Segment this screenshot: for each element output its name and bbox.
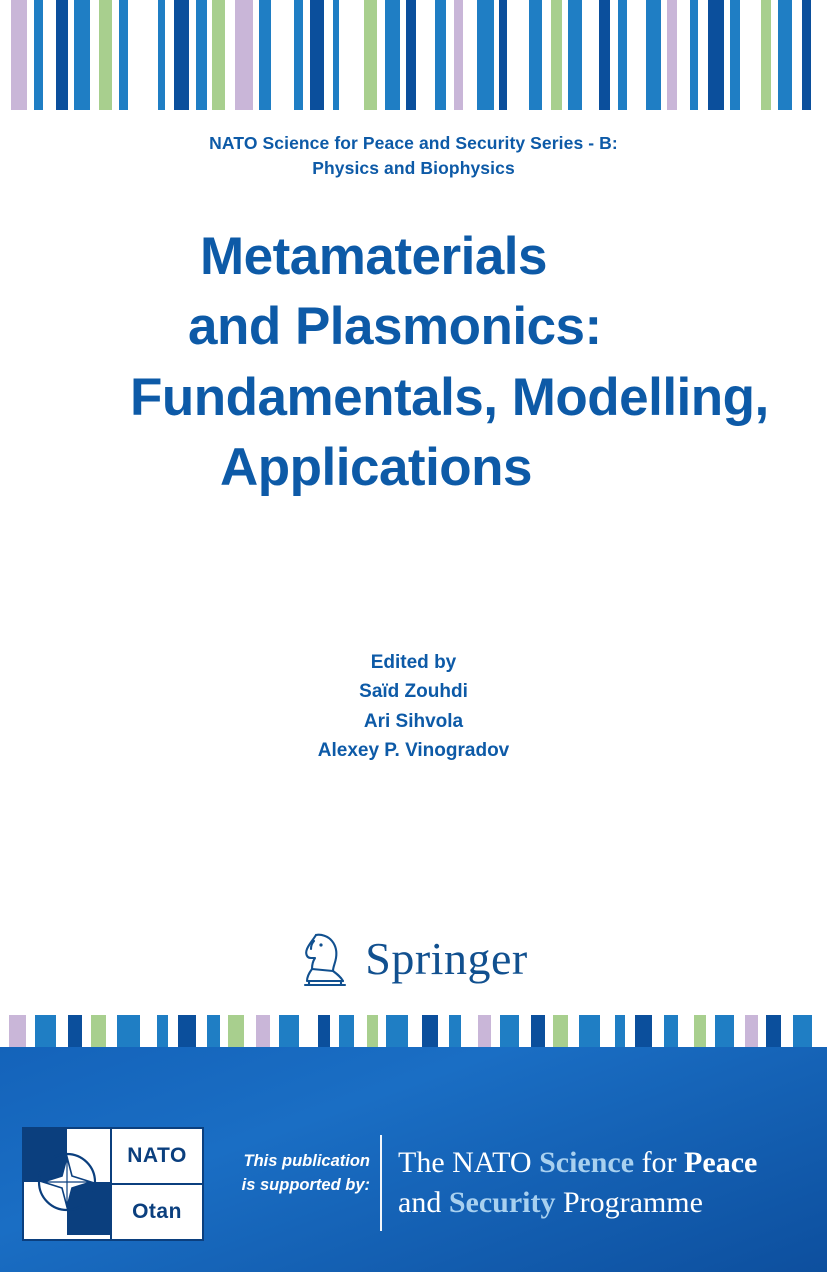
mid-stripe-56 bbox=[758, 1015, 766, 1047]
mid-stripe-27 bbox=[367, 1015, 378, 1047]
mid-stripe-26 bbox=[354, 1015, 367, 1047]
mid-stripe-14 bbox=[196, 1015, 207, 1047]
top-stripe-5 bbox=[56, 0, 69, 110]
nato-compass-icon bbox=[24, 1129, 112, 1239]
top-stripe-44 bbox=[507, 0, 529, 110]
mid-stripe-37 bbox=[500, 1015, 519, 1047]
mid-stripe-51 bbox=[694, 1015, 706, 1047]
nato-emblem bbox=[22, 1127, 204, 1241]
title-line-4: Applications bbox=[220, 438, 533, 498]
mid-stripe-5 bbox=[68, 1015, 82, 1047]
top-stripe-63 bbox=[730, 0, 741, 110]
mid-stripe-42 bbox=[568, 1015, 579, 1047]
mid-stripe-17 bbox=[228, 1015, 244, 1047]
mid-stripe-16 bbox=[220, 1015, 228, 1047]
mid-stripe-38 bbox=[519, 1015, 531, 1047]
mid-stripe-2 bbox=[26, 1015, 35, 1047]
mid-stripe-6 bbox=[82, 1015, 91, 1047]
support-line-2: is supported by: bbox=[241, 1175, 370, 1194]
mid-stripe-55 bbox=[745, 1015, 758, 1047]
top-stripe-47 bbox=[551, 0, 562, 110]
mid-stripe-29 bbox=[386, 1015, 408, 1047]
top-stripe-54 bbox=[627, 0, 646, 110]
top-stripe-4 bbox=[43, 0, 56, 110]
top-stripe-27 bbox=[310, 0, 324, 110]
top-stripe-23 bbox=[259, 0, 271, 110]
programme-line-1 bbox=[398, 1143, 818, 1183]
mid-stripe-45 bbox=[615, 1015, 626, 1047]
top-stripe-50 bbox=[582, 0, 599, 110]
edited-by-label: Edited by bbox=[370, 652, 457, 673]
mid-stripe-9 bbox=[117, 1015, 140, 1047]
mid-stripe-40 bbox=[545, 1015, 553, 1047]
springer-wordmark: Springer bbox=[365, 932, 528, 984]
nato-emblem-label-otan: Otan bbox=[132, 1200, 182, 1223]
top-stripe-32 bbox=[377, 0, 385, 110]
mid-stripe-44 bbox=[600, 1015, 615, 1047]
mid-stripe-3 bbox=[35, 1015, 56, 1047]
mid-stripe-53 bbox=[715, 1015, 734, 1047]
mid-stripe-24 bbox=[330, 1015, 339, 1047]
mid-stripe-54 bbox=[734, 1015, 745, 1047]
top-stripe-11 bbox=[119, 0, 128, 110]
mid-stripe-43 bbox=[579, 1015, 600, 1047]
top-stripe-58 bbox=[677, 0, 690, 110]
top-stripe-1 bbox=[11, 0, 28, 110]
mid-stripe-48 bbox=[652, 1015, 664, 1047]
top-stripe-68 bbox=[792, 0, 803, 110]
middle-stripe-band bbox=[0, 1015, 827, 1047]
mid-stripe-20 bbox=[270, 1015, 279, 1047]
top-stripe-7 bbox=[74, 0, 91, 110]
top-stripe-8 bbox=[90, 0, 98, 110]
programme-text-the-nato: The NATO bbox=[398, 1146, 540, 1179]
programme-text-programme: Programme bbox=[555, 1185, 703, 1219]
mid-stripe-52 bbox=[706, 1015, 715, 1047]
mid-stripe-22 bbox=[299, 1015, 318, 1047]
mid-stripe-41 bbox=[553, 1015, 568, 1047]
nato-banner bbox=[0, 1047, 827, 1272]
series-line-2: Physics and Biophysics bbox=[312, 158, 515, 179]
mid-stripe-50 bbox=[678, 1015, 694, 1047]
top-stripe-14 bbox=[165, 0, 174, 110]
book-title bbox=[60, 222, 780, 504]
mid-stripe-32 bbox=[438, 1015, 449, 1047]
mid-stripe-34 bbox=[461, 1015, 479, 1047]
top-stripe-46 bbox=[542, 0, 551, 110]
editor-name-3: Alexey P. Vinogradov bbox=[317, 740, 510, 762]
top-stripe-67 bbox=[778, 0, 792, 110]
mid-stripe-30 bbox=[408, 1015, 422, 1047]
top-stripe-49 bbox=[568, 0, 582, 110]
programme-text-for: for bbox=[634, 1146, 685, 1179]
top-stripe-59 bbox=[690, 0, 698, 110]
mid-stripe-35 bbox=[478, 1015, 491, 1047]
top-stripe-64 bbox=[740, 0, 761, 110]
programme-text-security: Security bbox=[448, 1185, 556, 1219]
mid-stripe-60 bbox=[812, 1015, 826, 1047]
top-stripe-33 bbox=[385, 0, 400, 110]
mid-stripe-19 bbox=[256, 1015, 270, 1047]
top-stripe-43 bbox=[499, 0, 507, 110]
support-line-1: This publication bbox=[243, 1152, 370, 1170]
editor-name-2: Ari Sihvola bbox=[363, 710, 464, 732]
mid-stripe-10 bbox=[140, 1015, 156, 1047]
title-line-1: Metamaterials bbox=[200, 227, 548, 286]
mid-stripe-12 bbox=[168, 1015, 177, 1047]
top-stripe-69 bbox=[802, 0, 810, 110]
top-stripe-19 bbox=[212, 0, 225, 110]
top-stripe-35 bbox=[406, 0, 415, 110]
mid-stripe-57 bbox=[766, 1015, 781, 1047]
top-stripe-16 bbox=[189, 0, 196, 110]
top-stripe-9 bbox=[99, 0, 113, 110]
mid-stripe-36 bbox=[491, 1015, 500, 1047]
top-stripe-3 bbox=[34, 0, 43, 110]
top-stripe-60 bbox=[698, 0, 707, 110]
top-stripe-45 bbox=[529, 0, 542, 110]
top-stripe-36 bbox=[416, 0, 435, 110]
mid-stripe-0 bbox=[0, 1015, 9, 1047]
top-stripe-38 bbox=[446, 0, 453, 110]
nato-emblem-label-nato: NATO bbox=[112, 1129, 202, 1185]
series-title bbox=[0, 131, 827, 182]
top-stripe-12 bbox=[128, 0, 157, 110]
mid-stripe-4 bbox=[56, 1015, 68, 1047]
top-stripe-30 bbox=[339, 0, 364, 110]
top-stripe-24 bbox=[271, 0, 294, 110]
top-stripe-band bbox=[0, 0, 827, 110]
top-stripe-21 bbox=[235, 0, 253, 110]
springer-knight-icon bbox=[299, 925, 351, 991]
mid-stripe-13 bbox=[178, 1015, 197, 1047]
top-stripe-0 bbox=[0, 0, 11, 110]
mid-stripe-31 bbox=[422, 1015, 438, 1047]
mid-stripe-15 bbox=[207, 1015, 220, 1047]
series-line-1: NATO Science for Peace and Security Series - B: bbox=[209, 133, 618, 153]
programme-line-2 bbox=[398, 1183, 818, 1223]
programme-text-and: and bbox=[398, 1185, 449, 1219]
top-stripe-65 bbox=[761, 0, 770, 110]
mid-stripe-21 bbox=[279, 1015, 299, 1047]
mid-stripe-39 bbox=[531, 1015, 545, 1047]
mid-stripe-25 bbox=[339, 1015, 354, 1047]
top-stripe-51 bbox=[599, 0, 611, 110]
support-statement bbox=[225, 1150, 370, 1198]
mid-stripe-33 bbox=[449, 1015, 461, 1047]
top-stripe-26 bbox=[303, 0, 310, 110]
top-stripe-57 bbox=[667, 0, 678, 110]
top-stripe-13 bbox=[158, 0, 165, 110]
mid-stripe-28 bbox=[378, 1015, 386, 1047]
top-stripe-40 bbox=[463, 0, 477, 110]
mid-stripe-59 bbox=[793, 1015, 813, 1047]
top-stripe-53 bbox=[618, 0, 627, 110]
top-stripe-61 bbox=[708, 0, 724, 110]
top-stripe-52 bbox=[610, 0, 617, 110]
mid-stripe-11 bbox=[157, 1015, 169, 1047]
top-stripe-55 bbox=[646, 0, 661, 110]
top-stripe-41 bbox=[477, 0, 494, 110]
top-stripe-37 bbox=[435, 0, 447, 110]
title-line-2: and Plasmonics: bbox=[188, 297, 602, 357]
programme-text-science: Science bbox=[539, 1146, 635, 1179]
top-stripe-15 bbox=[174, 0, 189, 110]
mid-stripe-47 bbox=[635, 1015, 653, 1047]
programme-statement bbox=[398, 1143, 818, 1222]
top-stripe-31 bbox=[364, 0, 377, 110]
top-stripe-28 bbox=[324, 0, 333, 110]
top-stripe-25 bbox=[294, 0, 302, 110]
programme-text-peace: Peace bbox=[684, 1146, 758, 1179]
mid-stripe-8 bbox=[106, 1015, 117, 1047]
mid-stripe-49 bbox=[664, 1015, 678, 1047]
editors-block bbox=[0, 648, 827, 766]
editor-name-1: Saïd Zouhdi bbox=[359, 681, 468, 703]
top-stripe-20 bbox=[225, 0, 236, 110]
banner-divider bbox=[380, 1135, 382, 1231]
mid-stripe-7 bbox=[91, 1015, 106, 1047]
mid-stripe-46 bbox=[625, 1015, 634, 1047]
top-stripe-70 bbox=[811, 0, 827, 110]
top-stripe-66 bbox=[771, 0, 778, 110]
mid-stripe-1 bbox=[9, 1015, 25, 1047]
mid-stripe-23 bbox=[318, 1015, 330, 1047]
title-line-3: Fundamentals, Modelling, bbox=[130, 367, 769, 427]
top-stripe-39 bbox=[454, 0, 463, 110]
mid-stripe-58 bbox=[781, 1015, 793, 1047]
top-stripe-17 bbox=[196, 0, 207, 110]
publisher-logo bbox=[0, 925, 827, 991]
mid-stripe-18 bbox=[244, 1015, 256, 1047]
